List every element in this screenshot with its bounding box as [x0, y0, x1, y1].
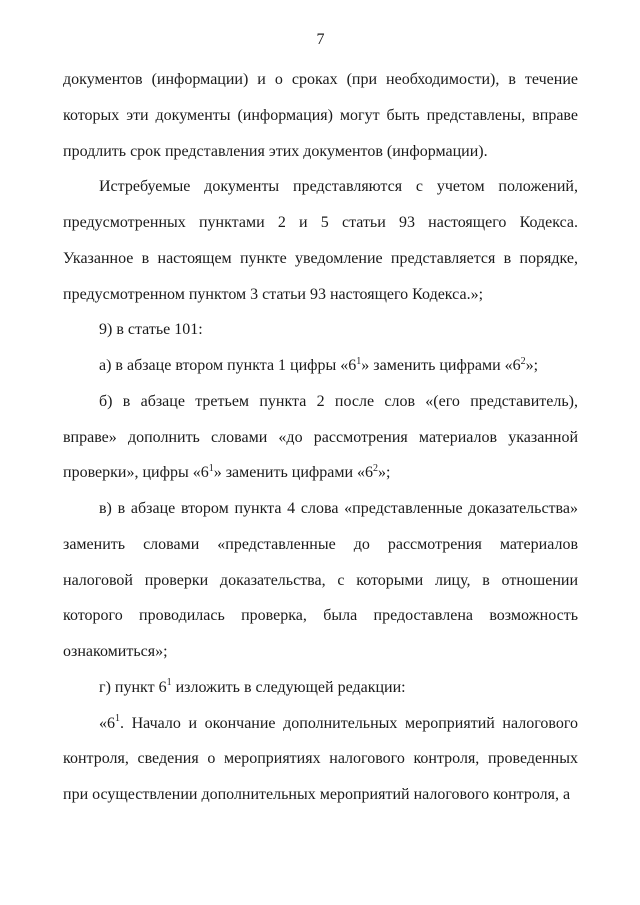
- paragraph: [63, 312, 578, 348]
- paragraph: [63, 706, 578, 813]
- paragraph: [63, 670, 578, 706]
- text-run: » заменить цифрами «6: [213, 464, 374, 482]
- superscript: 1: [356, 355, 362, 367]
- text-run: » заменить цифрами «6: [361, 357, 521, 374]
- paragraph: [63, 62, 578, 169]
- text-run: в) в абзаце втором пункта 4 слова «представленные доказательства» заменить словами «представленные до рассмотрения материалов налоговой проверки доказательства, с которыми лицу, в отношении которого проводилась проверка, была предоставлена возможность ознакомиться»;: [63, 500, 578, 660]
- superscript: 2: [373, 462, 379, 474]
- page-number: 7: [316, 31, 325, 48]
- text-run: изложить в следующей редакции:: [171, 678, 406, 696]
- text-run: 9) в статье 101:: [99, 321, 203, 339]
- text-run: г) пункт 6: [99, 678, 167, 696]
- superscript: 1: [115, 713, 120, 724]
- text-run: документов (информации) и о сроках (при необходимости), в течение которых эти документы (информация) могут быть представлены, вправе продлить срок представления этих документов (информации).: [63, 71, 578, 160]
- superscript: 2: [520, 355, 526, 367]
- text-run: а) в абзаце втором пункта 1 цифры «6: [99, 357, 357, 374]
- text-run: «6: [99, 714, 115, 732]
- text-run: Истребуемые документы представляются с учетом положений, предусмотренных пунктами 2 и 5 статьи 93 настоящего Кодекса. Указанное в настоящем пункте уведомление представляется в порядке, предусмотренном пунктом 3 статьи 93 настоящего Кодекса.»;: [63, 178, 578, 303]
- text-run: »;: [525, 357, 539, 374]
- text-run: . Начало и окончание дополнительных мероприятий налогового контроля, сведения о мероприятиях налогового контроля, проведенных при осуществлении дополнительных мероприятий налогового контроля, а: [63, 714, 578, 803]
- paragraph: [63, 348, 578, 384]
- paragraph: [63, 384, 578, 491]
- paragraph: [63, 491, 578, 670]
- superscript: 1: [208, 462, 214, 474]
- text-run: б) в абзаце третьем пункта 2 после слов «(его представитель), вправе» дополнить словами «до рассмотрения материалов указанной проверки», цифры «6: [63, 392, 578, 482]
- superscript: 1: [166, 677, 172, 689]
- text-run: »;: [378, 464, 391, 482]
- paragraph: [63, 169, 578, 312]
- paragraphs: [63, 62, 578, 813]
